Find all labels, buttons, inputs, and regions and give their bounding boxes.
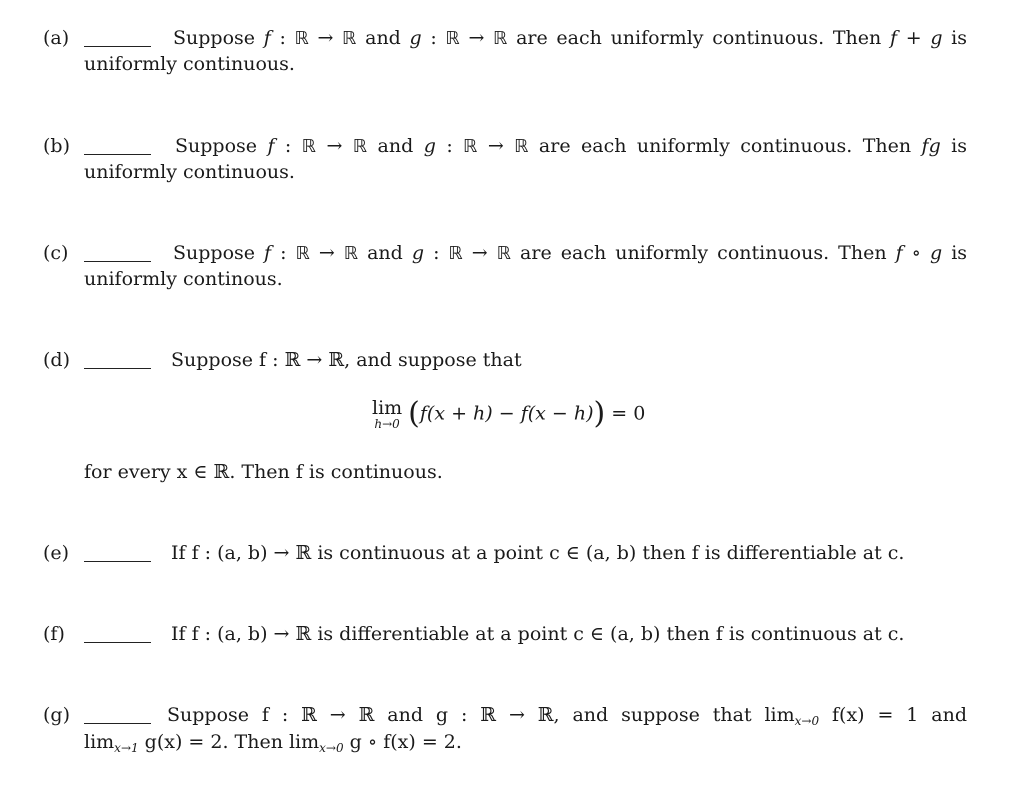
equation-rhs: = 0 bbox=[611, 402, 646, 425]
problem-statement: If f : (a, b) → ℝ is continuous at a point c ∈ (a, b) then f is differentiable at c. bbox=[171, 542, 905, 564]
answer-blank[interactable] bbox=[84, 368, 151, 369]
problem-statement-cont: $\lim_{x\to 1} g(x) = 2$. Then $\lim_{x\to 0} g$ ∘ f(x) = 2. bbox=[84, 731, 462, 755]
problem-statement: Suppose f : ℝ → ℝ, and suppose that bbox=[171, 349, 522, 371]
problem-label: (e) bbox=[43, 542, 70, 564]
limit-expression: f(x + h) − f(x − h) bbox=[419, 402, 594, 425]
problem-label: (c) bbox=[43, 242, 69, 264]
problem-label: (a) bbox=[43, 27, 70, 49]
answer-blank[interactable] bbox=[84, 561, 151, 562]
problem-statement: Suppose f : ℝ → ℝ and g : ℝ → ℝ are each uniformly continuous. Then f + g is bbox=[173, 27, 968, 49]
problem-label: (g) bbox=[43, 704, 70, 726]
problem-statement: Suppose f : ℝ → ℝ and g : ℝ → ℝ are each uniformly continuous. Then fg is bbox=[175, 135, 967, 157]
limit-operator: lim h→0 bbox=[372, 396, 403, 431]
problem-statement: Suppose f : ℝ → ℝ and g : ℝ → ℝ are each uniformly continuous. Then f ∘ g is bbox=[173, 242, 968, 264]
answer-blank[interactable] bbox=[84, 723, 151, 724]
problem-statement: If f : (a, b) → ℝ is differentiable at a point c ∈ (a, b) then f is continuous at c. bbox=[171, 623, 905, 645]
problem-statement-cont: uniformly continuous. bbox=[84, 53, 295, 75]
problem-label: (d) bbox=[43, 349, 70, 371]
answer-blank[interactable] bbox=[84, 642, 151, 643]
problem-statement-cont: for every x ∈ ℝ. Then f is continuous. bbox=[84, 461, 443, 483]
answer-blank[interactable] bbox=[84, 154, 151, 155]
answer-blank[interactable] bbox=[84, 261, 151, 262]
problem-label: (f) bbox=[43, 623, 65, 645]
problem-label: (b) bbox=[43, 135, 70, 157]
problem-statement: Suppose f : ℝ → ℝ and g : ℝ → ℝ, and suppose that $\lim_{x\to 0} f(x) = 1$ and bbox=[167, 704, 967, 728]
display-equation: lim h→0 (f(x + h) − f(x − h)) = 0 bbox=[372, 396, 646, 431]
problem-statement-cont: uniformly continous. bbox=[84, 268, 283, 290]
answer-blank[interactable] bbox=[84, 46, 151, 47]
problem-statement-cont: uniformly continuous. bbox=[84, 161, 295, 183]
